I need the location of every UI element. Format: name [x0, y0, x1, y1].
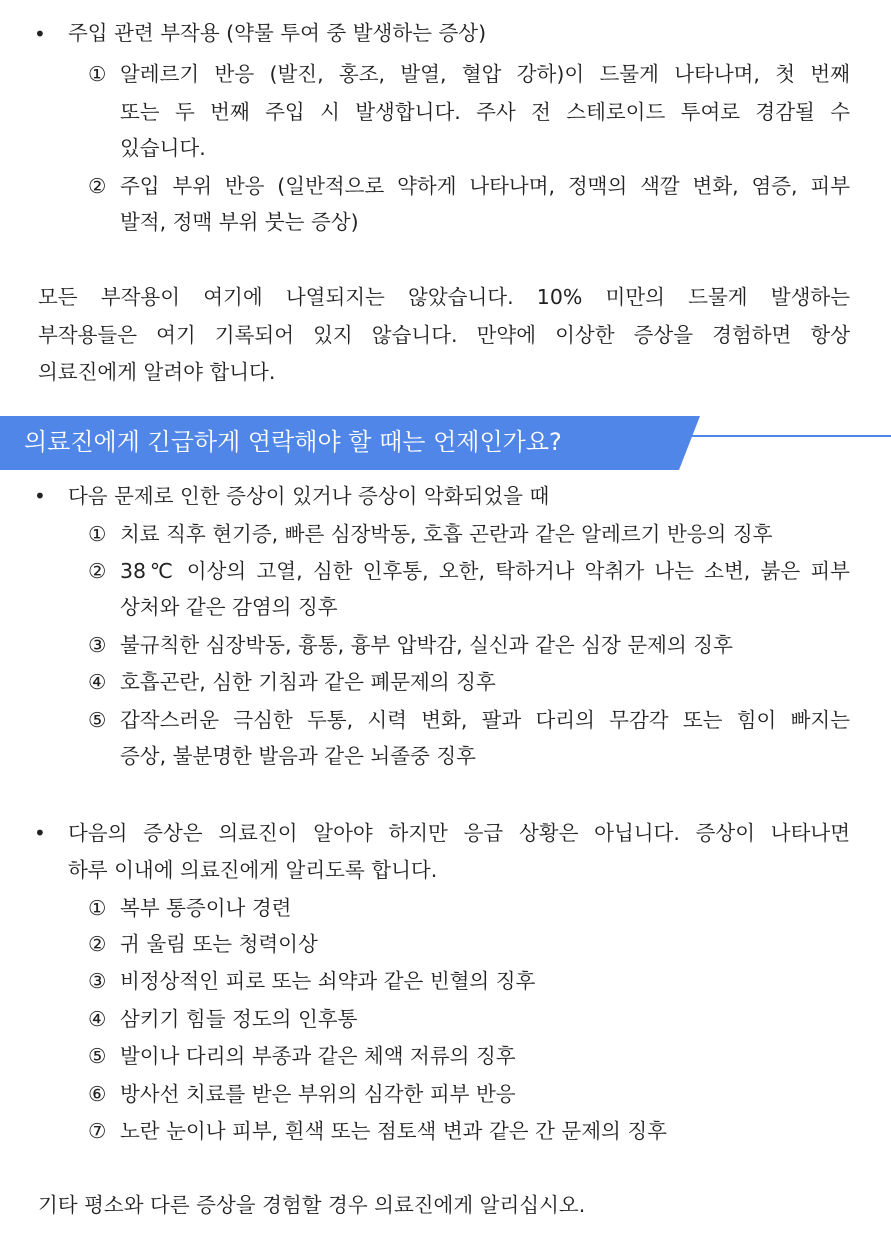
- list-item-line: 주입 부위 반응 (일반적으로 약하게 나타나며, 정맥의 색깔 변화, 염증, 피부: [120, 174, 850, 198]
- list-item-line: 상처와 같은 감염의 징후: [120, 595, 338, 619]
- list-item-line: 발적, 정맥 부위 붓는 증상): [120, 210, 359, 234]
- list-item-line: 또는 두 번째 주입 시 발생합니다. 주사 전 스테로이드 투여로 경감될 수: [120, 100, 850, 124]
- bullet: •: [34, 22, 46, 46]
- list-item: 귀 울림 또는 청력이상: [120, 932, 318, 956]
- section-heading-line: 하루 이내에 의료진에게 알리도록 합니다.: [68, 858, 438, 882]
- list-number: ⑤: [88, 708, 107, 732]
- list-number: ②: [88, 174, 107, 198]
- list-number: ②: [88, 559, 107, 583]
- list-item-line: 갑작스러운 극심한 두통, 시력 변화, 팔과 다리의 무감각 또는 힘이 빠지는: [120, 708, 850, 732]
- list-item: 노란 눈이나 피부, 흰색 또는 점토색 변과 같은 간 문제의 징후: [120, 1119, 667, 1143]
- list-number: ①: [88, 62, 107, 86]
- list-item: 방사선 치료를 받은 부위의 심각한 피부 반응: [120, 1082, 516, 1106]
- list-number: ③: [88, 969, 107, 993]
- list-item-line: 있습니다.: [120, 136, 206, 160]
- list-number: ④: [88, 1007, 107, 1031]
- list-number: ①: [88, 896, 107, 920]
- list-number: ④: [88, 670, 107, 694]
- list-number: ⑦: [88, 1119, 107, 1143]
- list-number: ③: [88, 633, 107, 657]
- paragraph-line: 모든 부작용이 여기에 나열되지는 않았습니다. 10% 미만의 드물게 발생하는: [38, 285, 850, 309]
- section-heading-line: 다음의 증상은 의료진이 알아야 하지만 응급 상황은 아닙니다. 증상이 나타나면: [68, 821, 850, 845]
- list-item: 복부 통증이나 경련: [120, 896, 292, 920]
- list-number: ⑤: [88, 1044, 107, 1068]
- list-item-line: 치료 직후 현기증, 빠른 심장박동, 호흡 곤란과 같은 알레르기 반응의 징후: [120, 522, 773, 546]
- list-number: ②: [88, 932, 107, 956]
- bullet: •: [34, 821, 46, 845]
- list-item-line: 불규칙한 심장박동, 흉통, 흉부 압박감, 실신과 같은 심장 문제의 징후: [120, 633, 733, 657]
- section-heading: 다음 문제로 인한 증상이 있거나 증상이 악화되었을 때: [68, 484, 550, 508]
- list-item: 비정상적인 피로 또는 쇠약과 같은 빈혈의 징후: [120, 969, 536, 993]
- list-item-line: 38℃ 이상의 고열, 심한 인후통, 오한, 탁하거나 악취가 나는 소변, 붉은 피부: [120, 559, 850, 583]
- list-item-line: 알레르기 반응 (발진, 홍조, 발열, 혈압 강하)이 드물게 나타나며, 첫 번째: [120, 62, 850, 86]
- list-item: 삼키기 힘들 정도의 인후통: [120, 1007, 358, 1031]
- banner-title: 의료진에게 긴급하게 연락해야 할 때는 언제인가요?: [24, 428, 562, 456]
- list-item-line: 증상, 불분명한 발음과 같은 뇌졸중 징후: [120, 744, 476, 768]
- list-number: ①: [88, 522, 107, 546]
- closing-note: 기타 평소와 다른 증상을 경험할 경우 의료진에게 알리십시오.: [38, 1193, 586, 1217]
- section-heading: 주입 관련 부작용 (약물 투여 중 발생하는 증상): [68, 21, 487, 45]
- list-item-line: 호흡곤란, 심한 기침과 같은 폐문제의 징후: [120, 670, 496, 694]
- list-item: 발이나 다리의 부종과 같은 체액 저류의 징후: [120, 1044, 516, 1068]
- section-banner: [0, 416, 700, 470]
- list-number: ⑥: [88, 1082, 107, 1106]
- paragraph-line: 부작용들은 여기 기록되어 있지 않습니다. 만약에 이상한 증상을 경험하면 항상: [38, 323, 850, 347]
- paragraph-line: 의료진에게 알려야 합니다.: [38, 360, 276, 384]
- bullet: •: [34, 484, 46, 508]
